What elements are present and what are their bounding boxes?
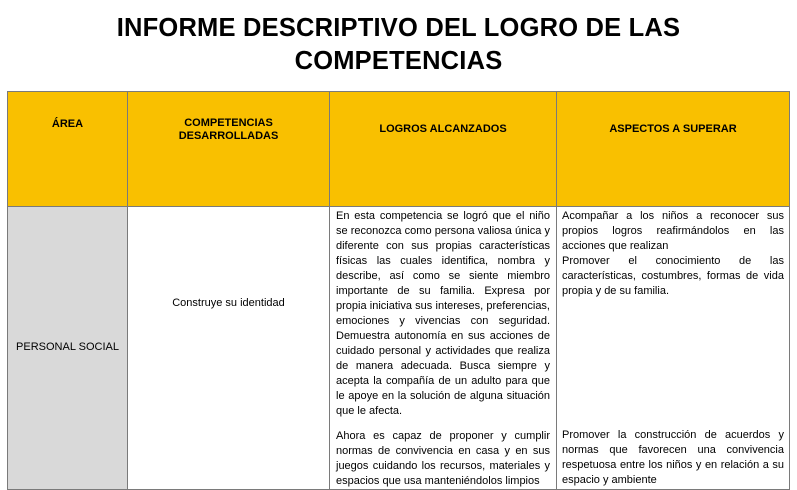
header-competencias: COMPETENCIAS DESARROLLADAS	[128, 92, 330, 207]
competencia-cell: Construye su identidad	[128, 207, 330, 490]
aspecto-item: Acompañar a los niños a reconocer sus propios logros reafirmándolos en las acciones que realizan	[562, 210, 784, 252]
aspectos-cell-1	[557, 207, 790, 426]
header-aspectos: ASPECTOS A SUPERAR	[557, 92, 790, 207]
document-title	[0, 12, 797, 78]
aspectos-cell-2: Promover la construcción de acuerdos y normas que favorecen una convivencia respetuosa entre los niños y en relación a su espacio y ambiente	[557, 426, 790, 490]
table-row	[8, 207, 790, 426]
header-logros: LOGROS ALCANZADOS	[330, 92, 557, 207]
title-line-1: INFORME DESCRIPTIVO DEL LOGRO DE LAS	[116, 14, 681, 42]
header-row	[8, 92, 790, 207]
aspecto-item: Promover el conocimiento de las características, costumbres, formas de vida propia y de su familia.	[562, 255, 784, 297]
logros-cell-2: Ahora es capaz de proponer y cumplir normas de convivencia en casa y en sus juegos cuidando los recursos, materiales y espacios que usa manteniéndolos limpios	[330, 426, 557, 490]
title-line-2: COMPETENCIAS	[294, 47, 503, 75]
header-area: ÁREA	[8, 92, 128, 207]
competencies-table	[7, 91, 790, 490]
logros-cell-1: En esta competencia se logró que el niño se reconozca como persona valiosa única y diferente con sus propias características físicas las cuales identifica, nombra y describe, así como se siente miembro importante de su familia. Expresa por propia iniciativa sus intereses, preferencias, emociones y vivencias con seguridad. Demuestra autonomía en sus acciones de cuidado personal y actividades que realiza de manera adecuada. Busca siempre y acepta la compañía de un adulto para que le apoye en la solución de alguna situación que le afecta.	[330, 207, 557, 426]
area-cell: PERSONAL SOCIAL	[8, 207, 128, 490]
